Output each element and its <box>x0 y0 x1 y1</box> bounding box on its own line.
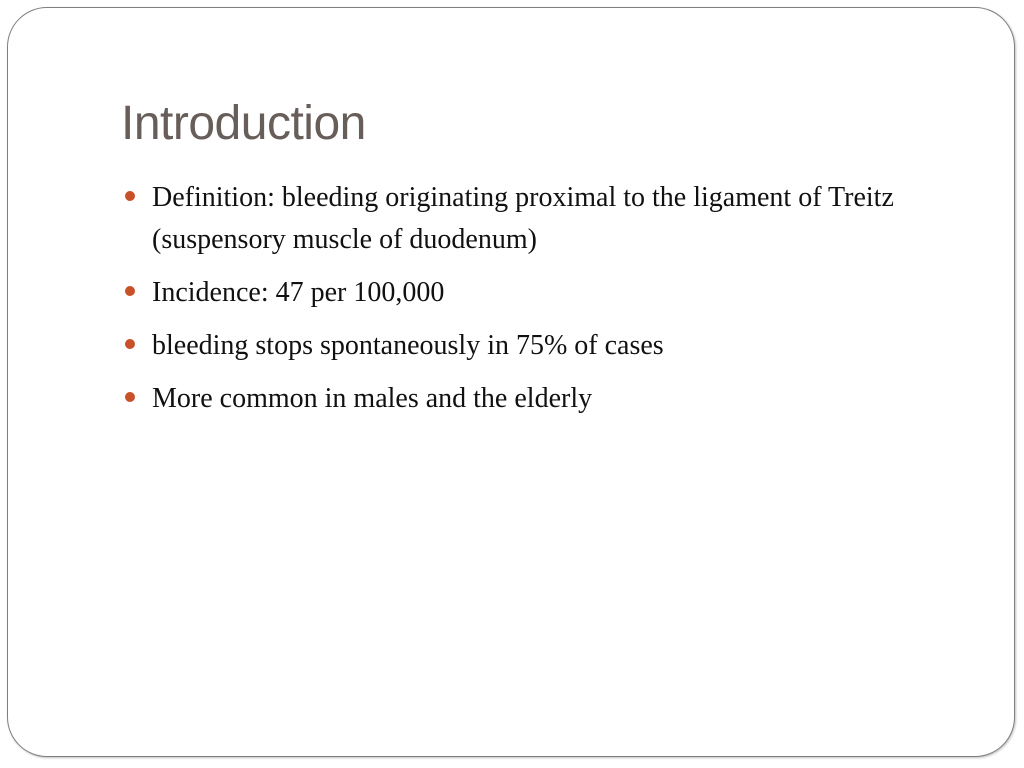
bullet-dot-icon <box>125 339 135 349</box>
bullet-item <box>125 325 965 367</box>
bullet-dot-icon <box>125 191 135 201</box>
bullet-text: Incidence: 47 per 100,000 <box>152 277 445 308</box>
slide <box>7 7 1015 757</box>
bullet-item <box>125 177 965 261</box>
bullet-item <box>125 378 965 420</box>
slide-title: Introduction <box>121 97 366 150</box>
bullet-text: More common in males and the elderly <box>152 383 593 414</box>
bullet-dot-icon <box>125 392 135 402</box>
bullet-text: bleeding stops spontaneously in 75% of cases <box>152 330 664 361</box>
bullet-text: Definition: bleeding originating proximal to the ligament of Treitz (suspensory muscle of duodenum) <box>152 182 894 255</box>
bullet-dot-icon <box>125 286 135 296</box>
bullet-item <box>125 272 965 314</box>
bullet-list <box>125 177 965 431</box>
